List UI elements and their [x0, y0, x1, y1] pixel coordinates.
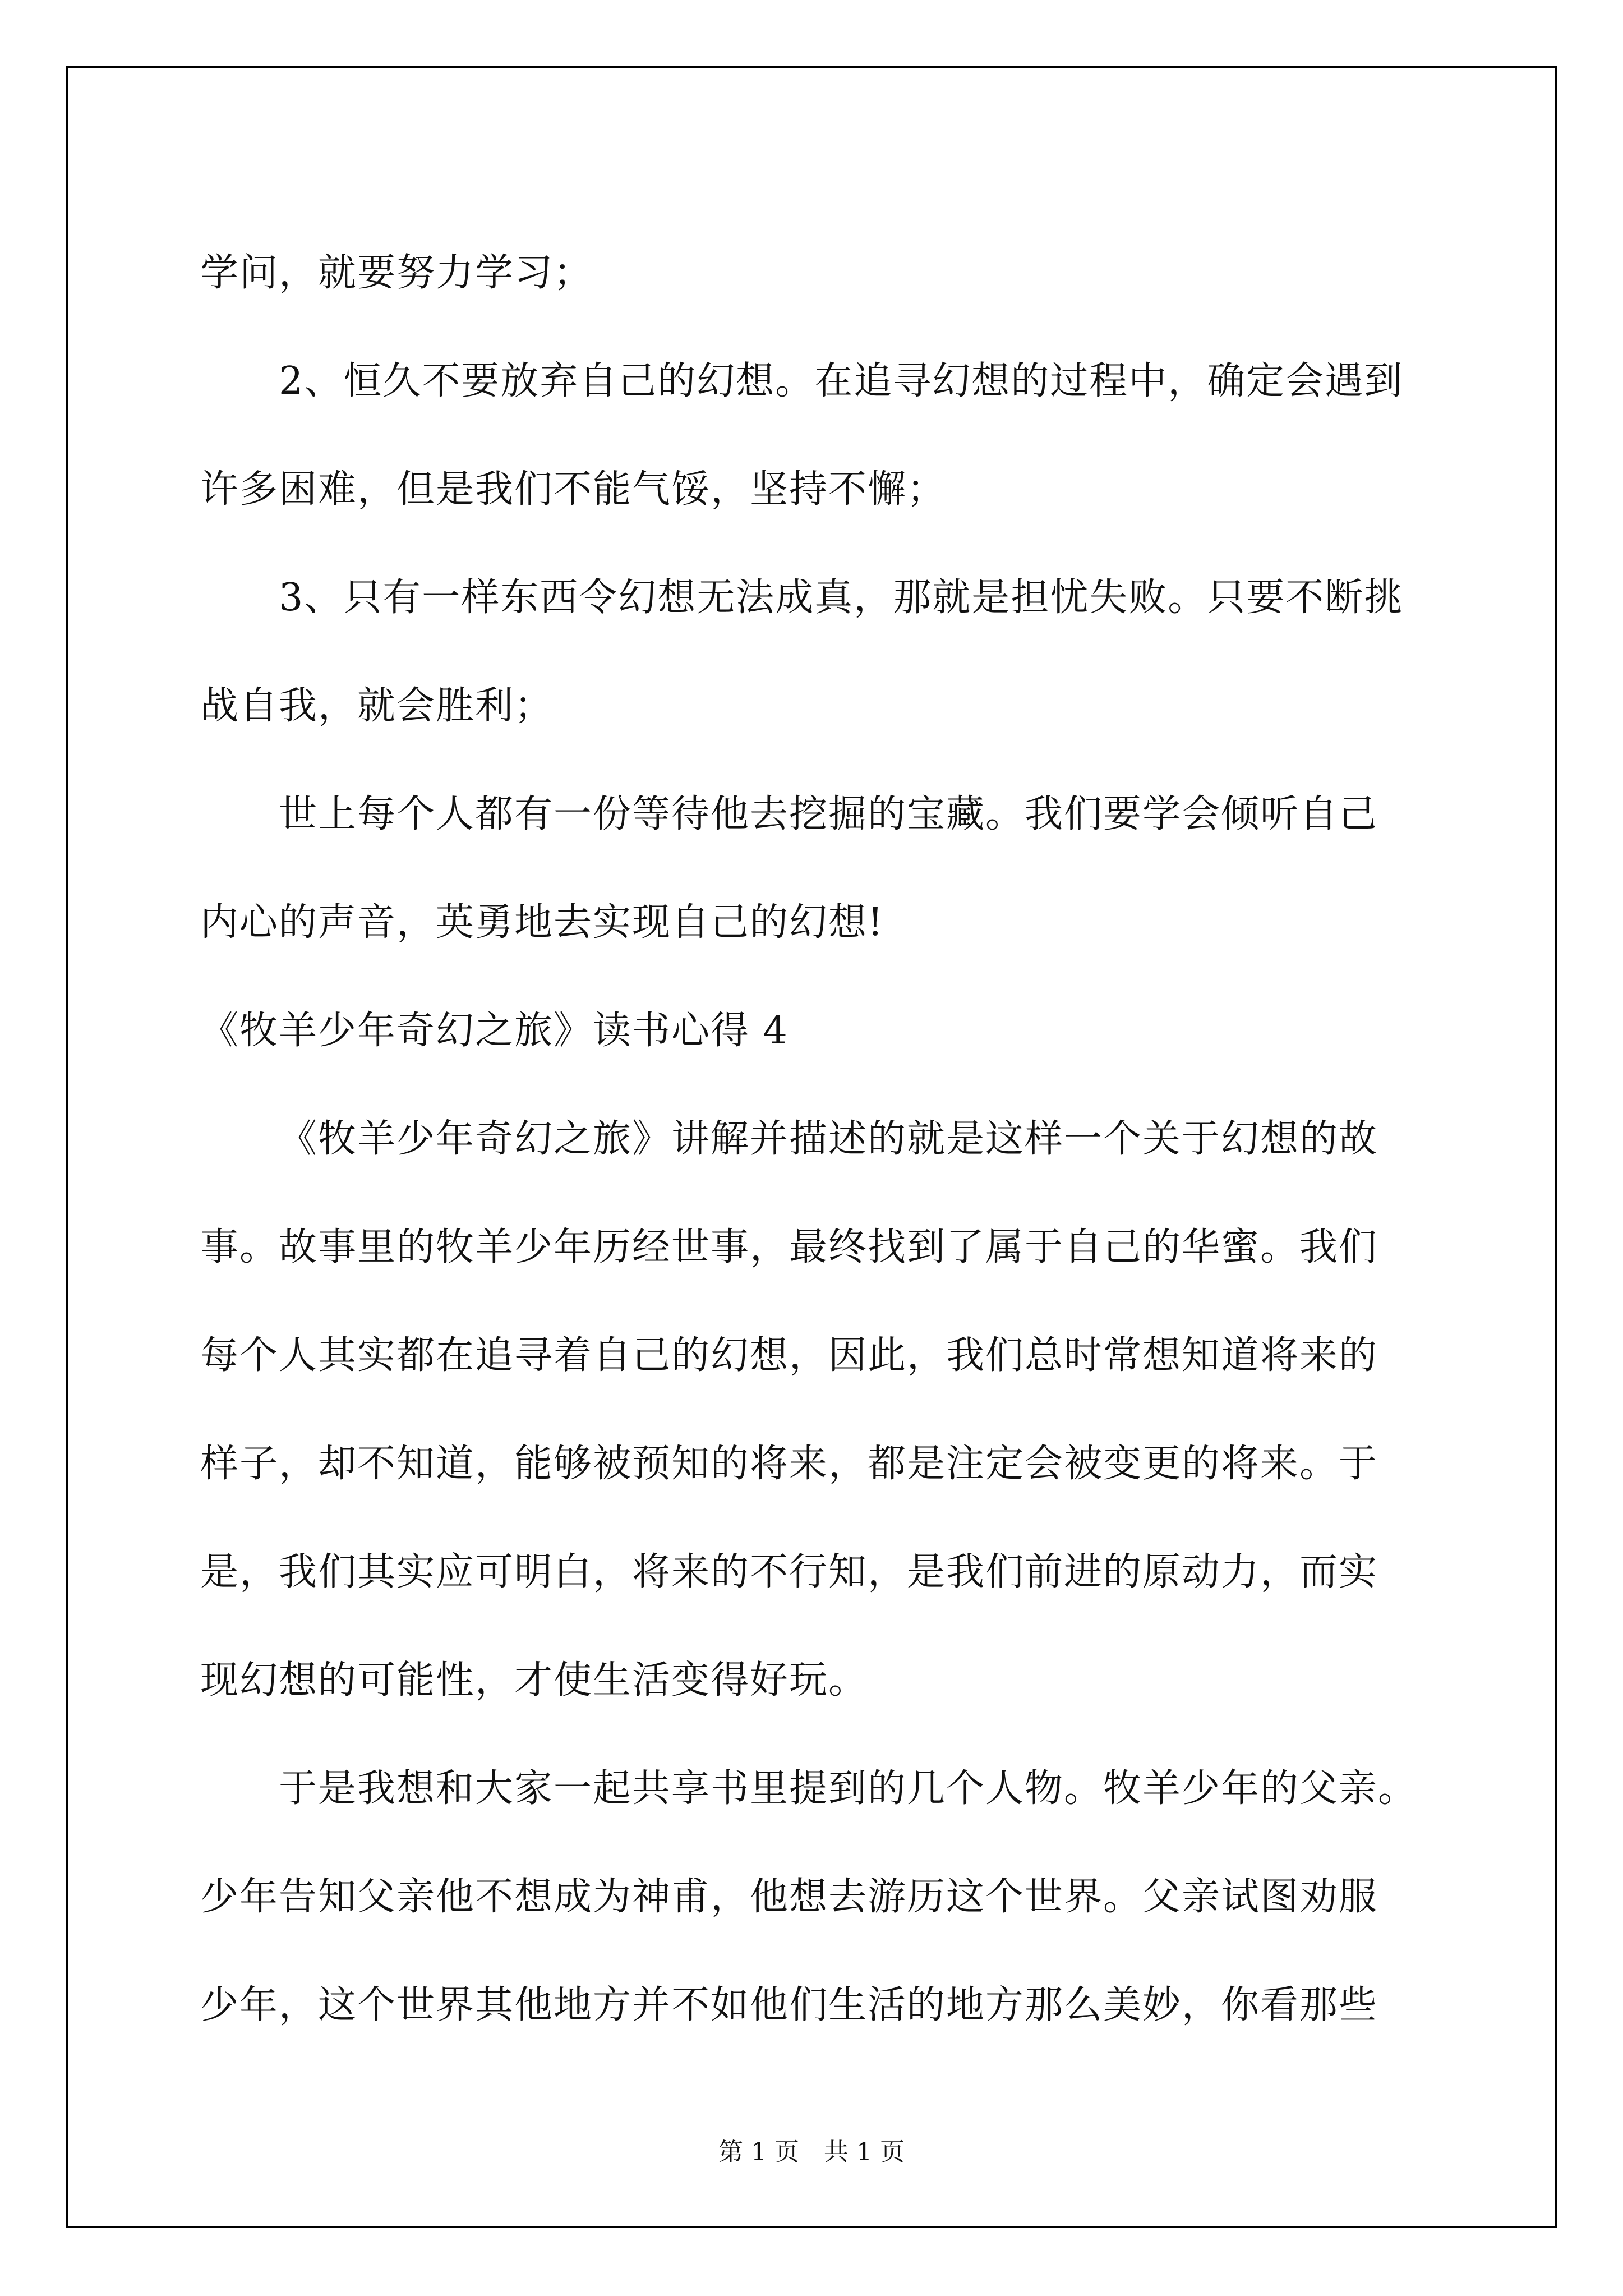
section-heading: 《牧羊少年奇幻之旅》读书心得 4: [200, 1009, 789, 1053]
text-line-1: 学问，就要努力学习；: [200, 251, 593, 295]
text-line-10: 事。故事里的牧羊少年历经世事，最终找到了属于自己的华蜜。我们: [200, 1225, 1378, 1269]
text-line-9: 《牧羊少年奇幻之旅》讲解并描述的就是这样一个关于幻想的故: [279, 1117, 1378, 1161]
text-line-5: 战自我，就会胜利；: [200, 684, 554, 728]
text-line-6: 世上每个人都有一份等待他去挖掘的宝藏。我们要学会倾听自己: [279, 792, 1378, 836]
text-line-7: 内心的声音，英勇地去实现自己的幻想!: [200, 900, 884, 945]
document-body: [200, 219, 1428, 2059]
text-line-2: 2、恒久不要放弃自己的幻想。在追寻幻想的过程中，确定会遇到: [279, 359, 1404, 403]
text-line-17: 少年，这个世界其他地方并不如他们生活的地方那么美妙，你看那些: [200, 1983, 1378, 2027]
text-line-13: 是，我们其实应可明白，将来的不行知，是我们前进的原动力，而实: [200, 1550, 1378, 1594]
text-line-12: 样子，却不知道，能够被预知的将来，都是注定会被变更的将来。于: [200, 1442, 1378, 1486]
text-line-3: 许多困难，但是我们不能气馁，坚持不懈；: [200, 467, 947, 512]
text-line-4: 3、只有一样东西令幻想无法成真，那就是担忧失败。只要不断挑: [279, 576, 1404, 620]
text-line-16: 少年告知父亲他不想成为神甫，他想去游历这个世界。父亲试图劝服: [200, 1875, 1378, 1919]
text-line-11: 每个人其实都在追寻着自己的幻想，因此，我们总时常想知道将来的: [200, 1333, 1378, 1378]
text-line-15: 于是我想和大家一起共享书里提到的几个人物。牧羊少年的父亲。: [279, 1766, 1418, 1811]
page-footer: 第 1 页 共 1 页: [718, 2138, 905, 2166]
text-line-14: 现幻想的可能性，才使生活变得好玩。: [200, 1658, 868, 1703]
